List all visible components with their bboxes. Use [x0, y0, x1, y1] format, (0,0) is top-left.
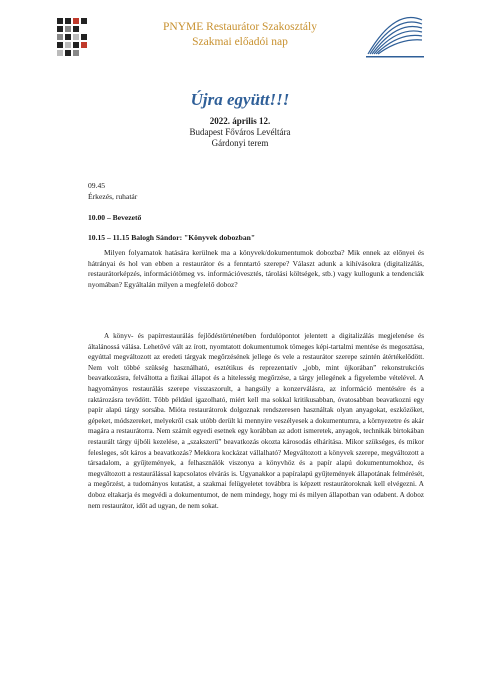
header [0, 0, 480, 70]
event-date: 2022. április 12. [209, 116, 271, 126]
body-paragraph: A könyv- és papírrestaurálás fejlődéstörténetében fordulópontot jelentett a digitalizálás megjelenése és általánossá válása. Lehetővé vált az írott, nyomtatott dokumentumok tömeges képi-tartalmi mentése és megosztása, egyúttal megváltozott az eredeti tárgyak megőrzésének jellege és vele a restaurátor szerepe szintén átértékelődött. Nem volt többé szükség használható, esztétikus és reprezentatív „jobb, mint újkorában” rekonstrukciós beavatkozásra, felváltotta a fizikai állapot és a hitelesség megőrzése, a tárgy jellegének a figyelembe vételével. A hagyományos restaurálás szerepe visszaszorult, a hangsúly a konzerválásra, az információ mentésére és a raktározásra tevődött. Több például igazolható, miért kell ma sokkal kritikusabban, óvatosabban beavatkozni egy papír alapú tárgy sorsába. Mióta restaurátorok dolgoznak rendszeresen használtak olyan anyagokat, eszközöket, gépeket, módszereket, melyekről csak utóbb derült ki mennyire veszélyesek a dokumentumra, a környezetre és akár magára a restaurátorra. Nem számít egyedi esetnek egy korábban az adott ismeretek, anyagok, technikák birtokában restaurált tárgy újbóli kezelése, a „szakszerű” beavatkozás okozta károsodás elhárítása. Mikor szükséges, és mikor felesleges, sőt káros a beavatkozás? Mekkora kockázat vállalható? Megváltozott a könyvek szerepe, megváltozott a társadalom, a gyűjtemények, a felhasználók viszonya a könyvhöz és a papír alapú dokumentumokhoz, és megváltozott a restaurálással kapcsolatos elvárás is. Ugyanakkor a papíralapú gyűjtemények állapotának felmérését, a megőrzést, a tudományos kutatást, a szakmai felügyeletet továbbra is képzett restaurátoroknak kell elvégezni. A doboz eltakarja és megvédi a dokumentumot, de nem mindegy, hogy mi és milyen állapotban van odabent. A doboz nem restaurátor, időt ad ugyan, de nem sokat. [88, 332, 424, 510]
org-name: PNYME Restaurátor Szakosztály [163, 21, 317, 33]
arrival-time: 09.45 [88, 181, 106, 190]
arrival-label: Érkezés, ruhatár [88, 191, 138, 201]
talk-slot: 10.15 – 11.15 Balogh Sándor: "Könyvek dobozban" [88, 233, 256, 243]
schedule [88, 181, 424, 244]
event-title: Újra együtt!!! [190, 90, 290, 109]
venue-room: Gárdonyi terem [211, 138, 269, 148]
venue-name: Budapest Főváros Levéltára [189, 127, 291, 137]
library-logo-icon [360, 14, 430, 60]
abstract-paragraph: Milyen folyamatok hatására kerülnek ma a könyvek/dokumentumok dobozba? Mik ennek az előnyei és hátrányai és hol van ebben a restaurátor és a fenntartó szerepe? Választ adunk a kihívásokra (digitalizálás, restaurátorképzés, információtömeg vs. információvesztés, tárolási költségek, stb.) vagy kullogunk a tendenciák nyomában? Egyáltalán milyen a megfelelő doboz? [88, 248, 424, 289]
event-subtitle: Szakmai előadói nap [192, 36, 288, 48]
intro-slot: 10.00 – Bevezető [88, 212, 142, 222]
